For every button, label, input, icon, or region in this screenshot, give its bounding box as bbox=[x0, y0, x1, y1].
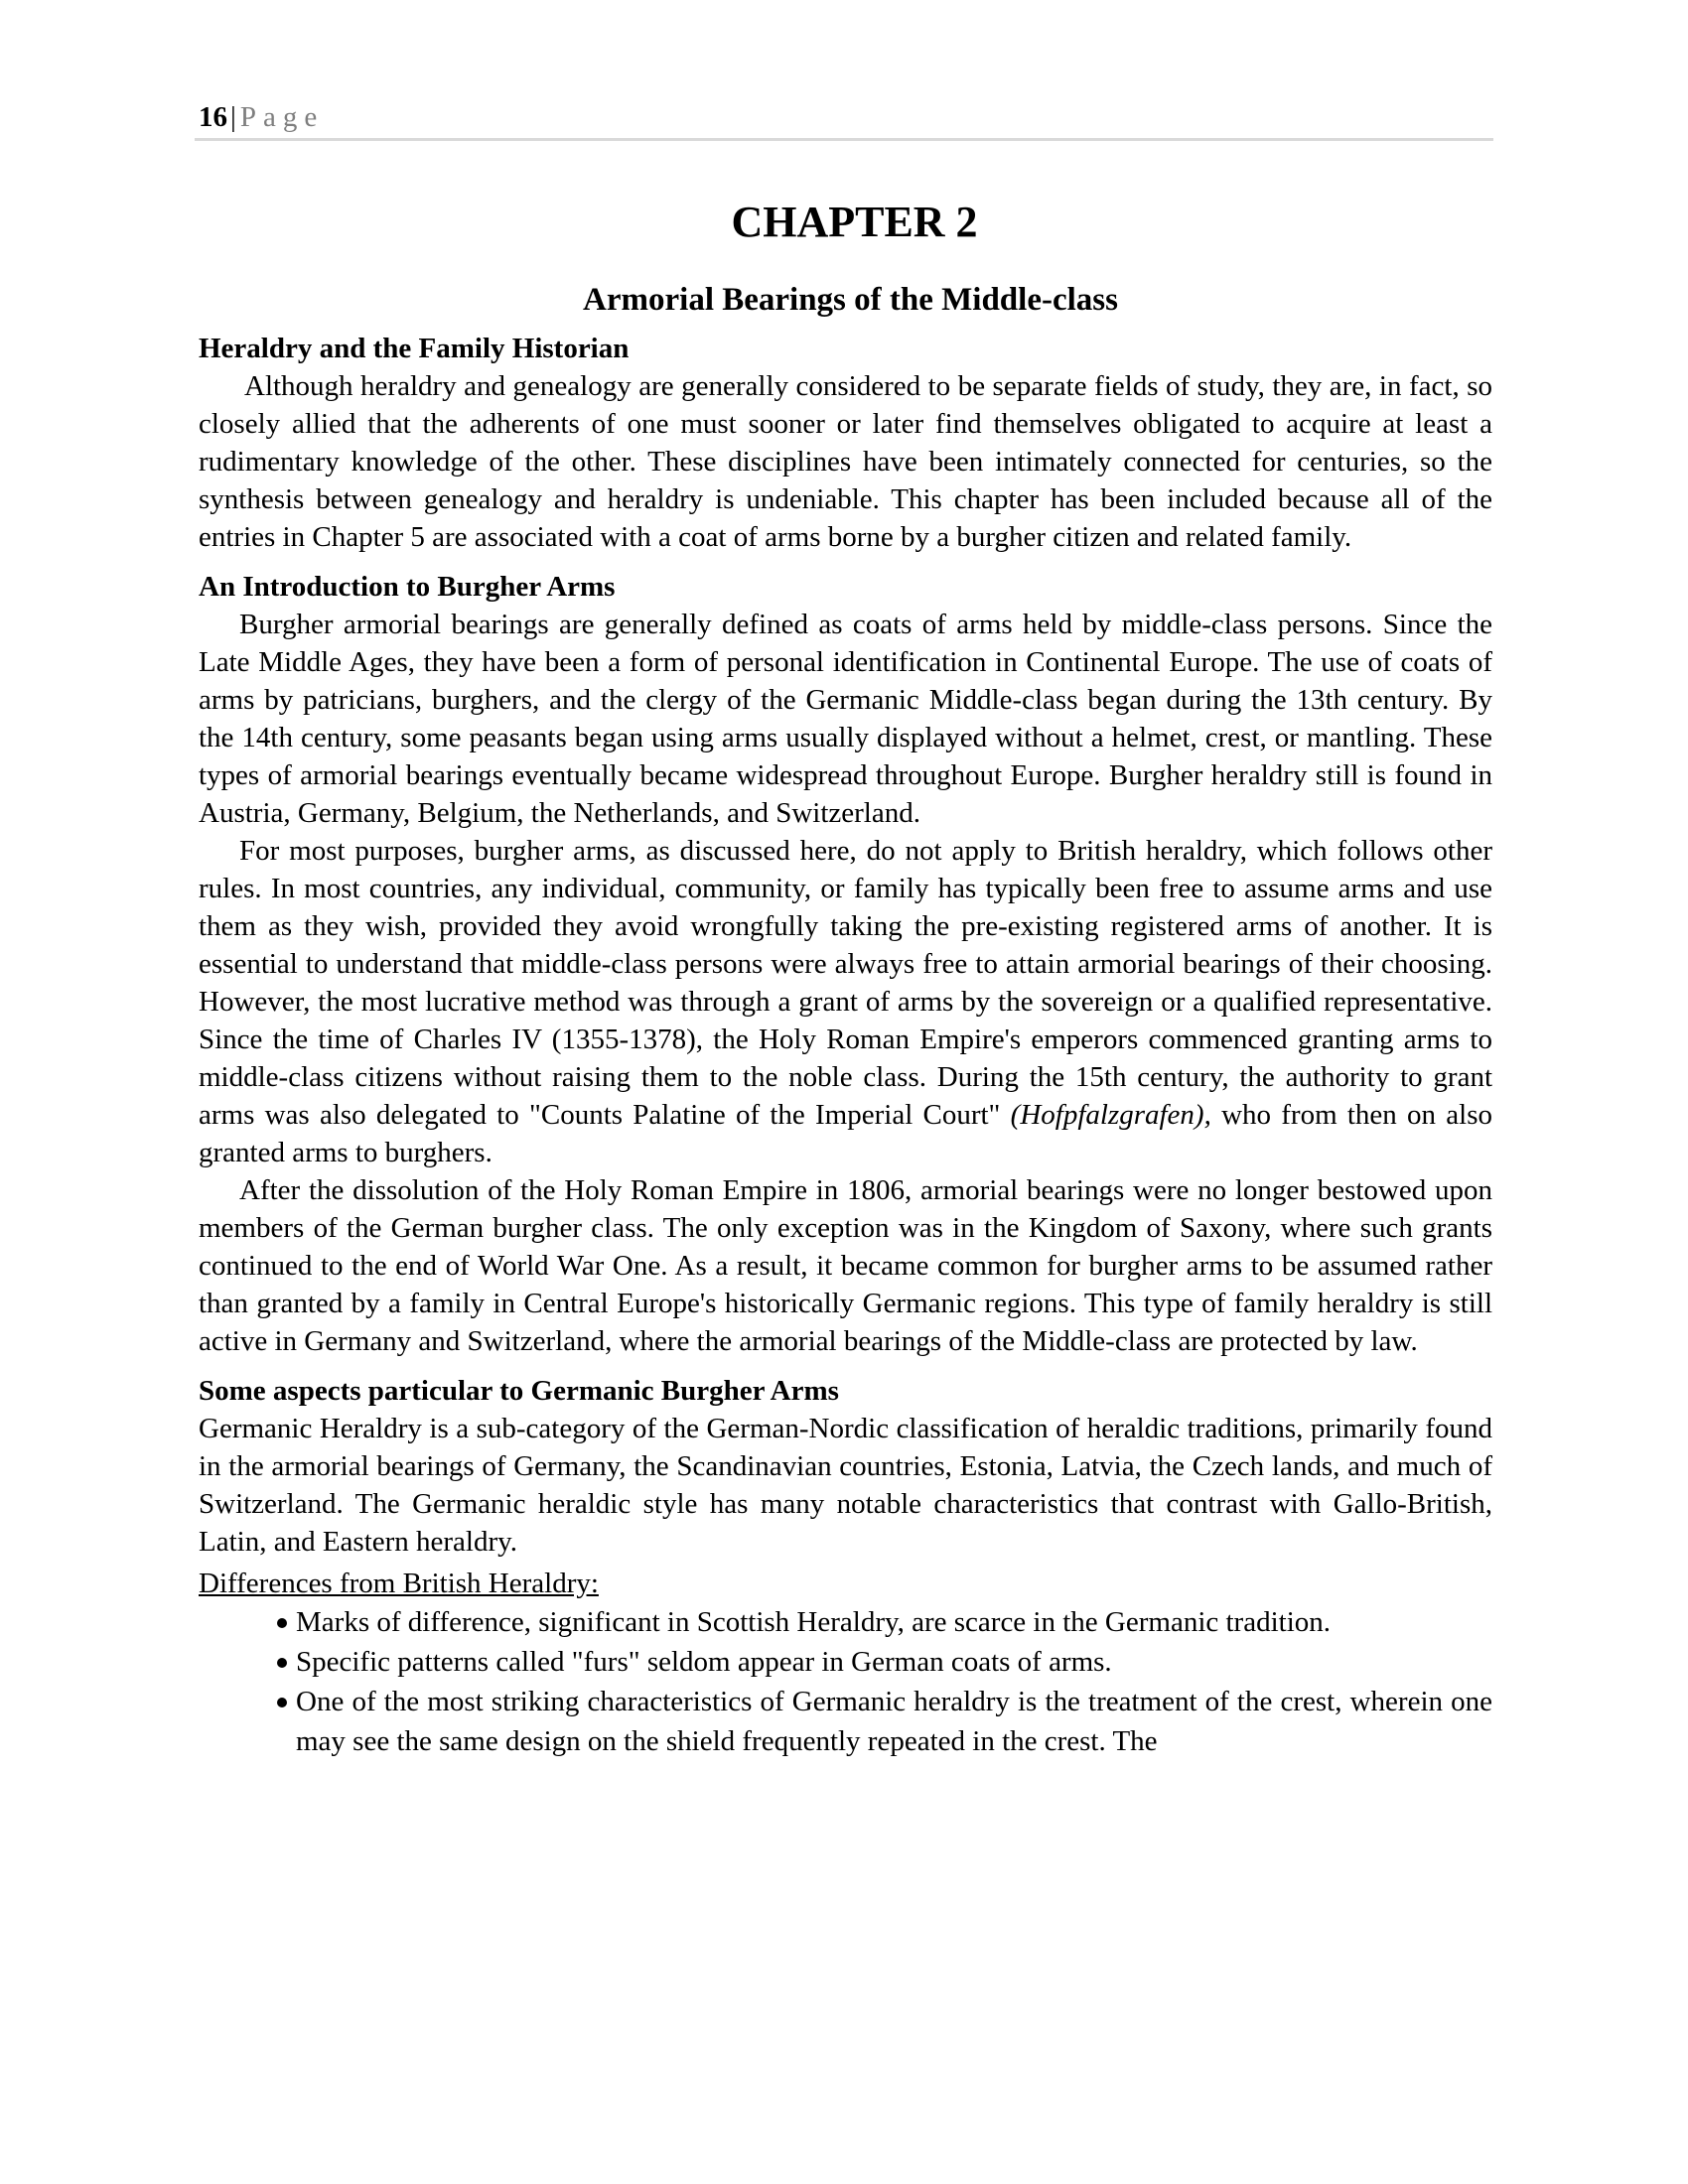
paragraph-british-heraldry-end: who from then on also granted arms to burghers. bbox=[199, 1099, 1493, 1168]
page-label: Page bbox=[239, 101, 325, 133]
italic-term-hofpfalzgrafen: (Hofpfalzgrafen), bbox=[1010, 1099, 1211, 1131]
bullet-icon bbox=[277, 1618, 287, 1628]
differences-list bbox=[199, 1602, 1492, 1761]
paragraph-british-heraldry-text: For most purposes, burgher arms, as discussed here, do not apply to British heraldry, which follows other rules. In most countries, any individual, community, or family has typically been free to assume arms and use them as they wish, provided they avoid wrongfully taking the pre-existing registered arms of another. It is essential to understand that middle-class persons were always free to attain armorial bearings of their choosing. However, the most lucrative method was through a grant of arms by the sovereign or a qualified representative. Since the time of Charles IV (1355-1378), the Holy Roman Empire's emperors commenced granting arms to middle-class citizens without raising them to the noble class. During the 15th century, the authority to grant arms was also delegated to "Counts Palatine of the Imperial Court" bbox=[199, 835, 1492, 1131]
paragraph-british-heraldry bbox=[199, 832, 1492, 1171]
paragraph-burgher-definition: Burgher armorial bearings are generally defined as coats of arms held by middle-class persons. Since the Late Middle Ages, they have been a form of personal identification in Continental Europe. The use of coats of arms by patricians, burghers, and the clergy of the Germanic Middle-class began during the 13th century. By the 14th century, some peasants began using arms usually displayed without a helmet, crest, or mantling. These types of armorial bearings eventually became widespread throughout Europe. Burgher heraldry still is found in Austria, Germany, Belgium, the Netherlands, and Switzerland. bbox=[199, 609, 1492, 829]
paragraph-germanic-heraldry: Germanic Heraldry is a sub-category of the German-Nordic classification of heraldic traditions, primarily found in the armorial bearings of Germany, the Scandinavian countries, Estonia, Latvia, the Czech lands, and much of Switzerland. The Germanic heraldic style has many notable characteristics that contrast with Gallo-British, Latin, and Eastern heraldry. bbox=[199, 1413, 1492, 1558]
paragraph-dissolution: After the dissolution of the Holy Roman Empire in 1806, armorial bearings were no longer bestowed upon members of the German burgher class. The only exception was in the Kingdom of Saxony, where such grants continued to the end of World War One. As a result, it became common for burgher arms to be assumed rather than granted by a family in Central Europe's historically Germanic regions. This type of family heraldry is still active in Germany and Switzerland, where the armorial bearings of the Middle-class are protected by law. bbox=[199, 1174, 1492, 1357]
list-item bbox=[276, 1602, 1492, 1642]
page-content bbox=[199, 195, 1492, 1761]
section-heading-germanic-aspects: Some aspects particular to Germanic Burgher Arms bbox=[199, 1375, 839, 1407]
list-item bbox=[276, 1682, 1492, 1761]
chapter-subtitle: Armorial Bearings of the Middle-class bbox=[583, 282, 1118, 318]
page-header bbox=[199, 99, 1492, 135]
header-rule bbox=[195, 138, 1493, 141]
list-item-text: One of the most striking characteristics of Germanic heraldry is the treatment of the crest, wherein one may see the same design on the shield frequently repeated in the crest. The bbox=[296, 1686, 1492, 1757]
chapter-title: CHAPTER 2 bbox=[731, 198, 978, 246]
section-heading-burgher-arms-intro: An Introduction to Burgher Arms bbox=[199, 571, 616, 603]
list-item-text: Marks of difference, significant in Scottish Heraldry, are scarce in the Germanic tradition. bbox=[296, 1606, 1332, 1638]
bullet-icon bbox=[277, 1698, 287, 1707]
page-header-separator: | bbox=[230, 101, 236, 133]
paragraph-heraldry-intro: Although heraldry and genealogy are generally considered to be separate fields of study, they are, in fact, so closely allied that the adherents of one must sooner or later find themselves obligated to acquire at least a rudimentary knowledge of the other. These disciplines have been intimately connected for centuries, so the synthesis between genealogy and heraldry is undeniable. This chapter has been included because all of the entries in Chapter 5 are associated with a coat of arms borne by a burgher citizen and related family. bbox=[199, 370, 1492, 553]
bullet-icon bbox=[277, 1658, 287, 1668]
section-heading-heraldry-family-historian: Heraldry and the Family Historian bbox=[199, 333, 630, 364]
page-number: 16 bbox=[199, 101, 227, 133]
list-item-text: Specific patterns called "furs" seldom appear in German coats of arms. bbox=[296, 1646, 1112, 1678]
list-item bbox=[276, 1642, 1492, 1682]
list-label-differences: Differences from British Heraldry: bbox=[199, 1568, 599, 1599]
